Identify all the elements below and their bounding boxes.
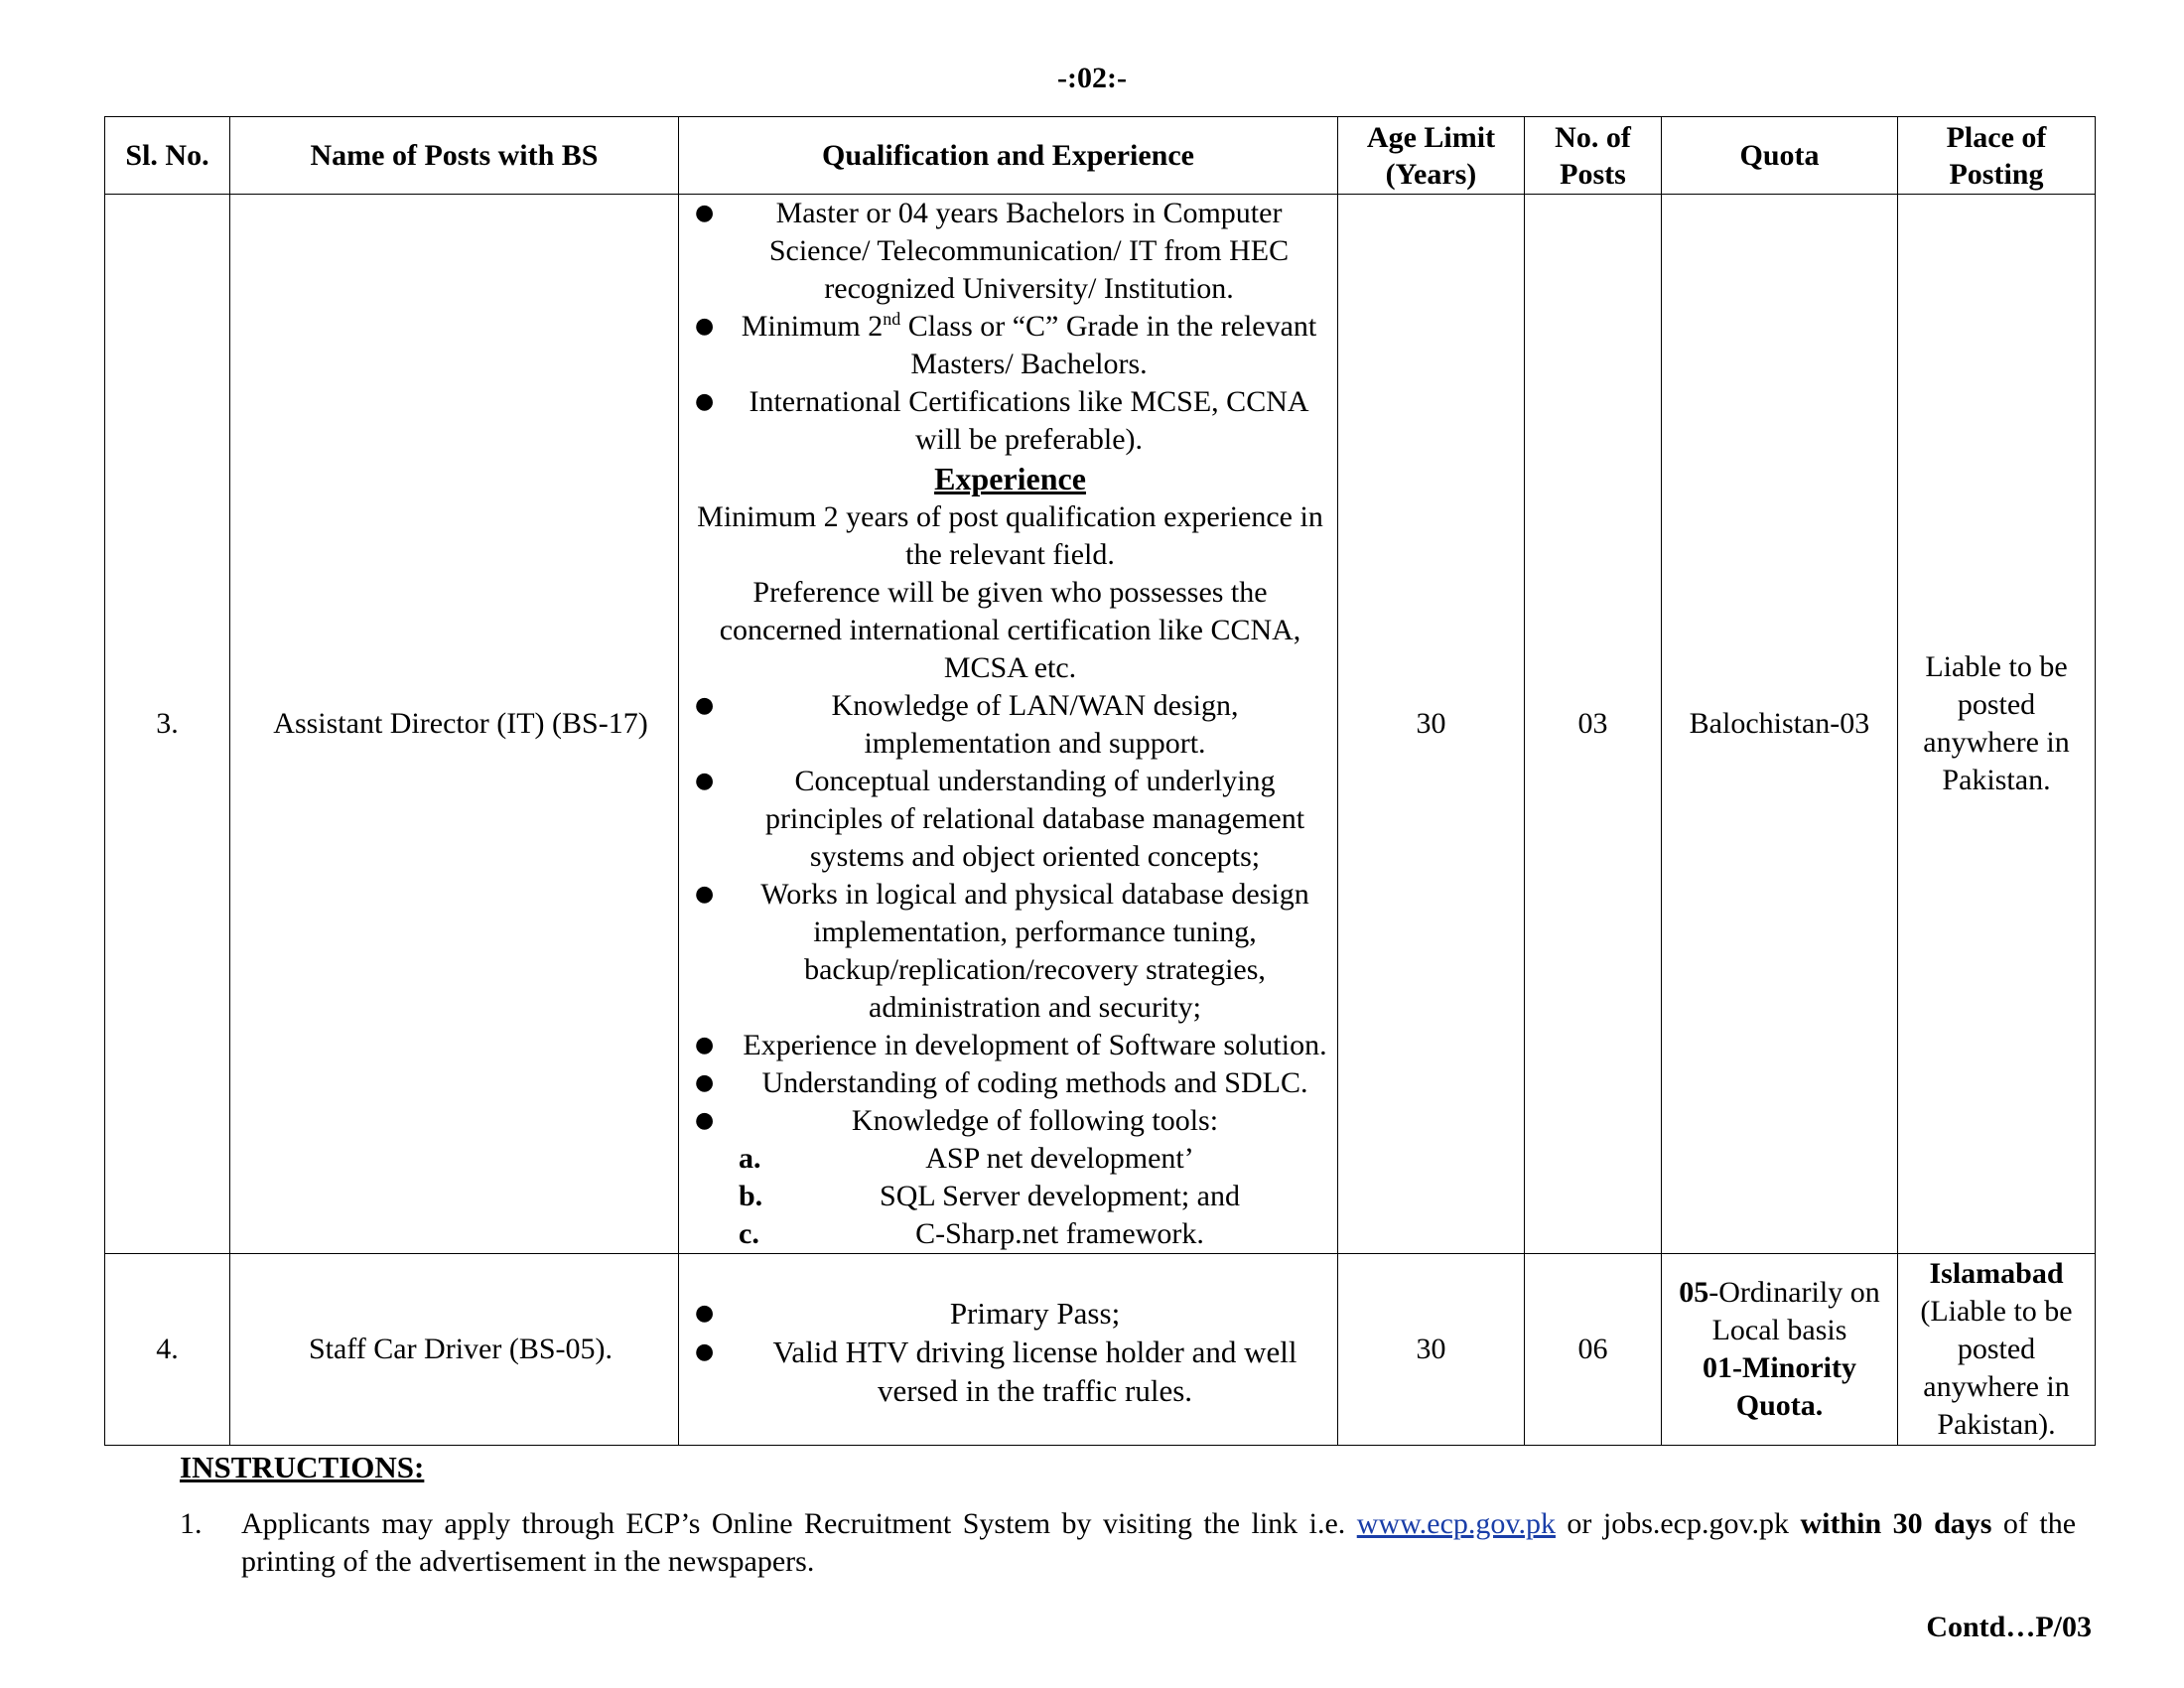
- list-item: [689, 687, 1331, 763]
- exp-bullet-text: Knowledge of LAN/WAN design, implementation and support.: [831, 689, 1239, 760]
- experience-heading: Experience: [934, 461, 1086, 496]
- tool-text: C-Sharp.net framework.: [915, 1217, 1204, 1250]
- header-sl-no: Sl. No.: [105, 117, 230, 195]
- row3-posts: 03: [1525, 195, 1662, 1254]
- header-posts-line2: Posts: [1560, 157, 1626, 191]
- ecp-website-link[interactable]: www.ecp.gov.pk: [1356, 1507, 1556, 1540]
- row4-quota-text: -Ordinarily on Local basis: [1708, 1276, 1880, 1346]
- header-qualification: Qualification and Experience: [679, 117, 1338, 195]
- bullet-icon: ●: [695, 389, 715, 414]
- continued-note: Contd…P/03: [1926, 1611, 2092, 1643]
- list-item: [689, 1294, 1331, 1333]
- header-posts-line1: No. of: [1555, 120, 1631, 154]
- tool-item: [689, 1140, 1331, 1178]
- header-age-limit-line2: (Years): [1385, 157, 1477, 191]
- qual-bullet-text: International Certifications like MCSE, CCNA will be preferable).: [749, 385, 1309, 456]
- row4-age-limit: 30: [1338, 1254, 1525, 1446]
- list-item: [689, 876, 1331, 1027]
- header-place: [1898, 117, 2096, 195]
- qual-minimum-prefix: Minimum 2: [741, 310, 884, 343]
- experience-text: Minimum 2 years of post qualification experience in the relevant field.: [697, 500, 1323, 571]
- list-item: [689, 763, 1331, 876]
- row4-qualification: [679, 1254, 1338, 1446]
- list-item: [689, 308, 1331, 383]
- page-number: -:02:-: [1057, 62, 1127, 94]
- bullet-icon: ●: [695, 1108, 715, 1133]
- list-item: [689, 1102, 1331, 1140]
- bullet-icon: ●: [695, 1300, 715, 1326]
- experience-preference-text: Preference will be given who possesses the concerned international certification like CCNA, MCSA etc.: [719, 576, 1301, 684]
- bullet-icon: ●: [695, 1070, 715, 1095]
- tool-item: [689, 1178, 1331, 1215]
- instruction-part1: Applicants may apply through ECP’s Online Recruitment System by visiting the link i.e.: [241, 1507, 1357, 1540]
- bullet-icon: ●: [695, 882, 715, 907]
- row4-post-name: Staff Car Driver (BS-05).: [230, 1254, 679, 1446]
- tool-text: ASP net development’: [925, 1142, 1194, 1175]
- table-row: [105, 195, 2096, 1254]
- tool-letter: c.: [739, 1217, 759, 1250]
- row3-qualification: [679, 195, 1338, 1254]
- row4-place-city: Islamabad: [1929, 1257, 2064, 1290]
- exp-bullet-text: Works in logical and physical database design implementation, performance tuning, backup/replication/recovery strategies, administration and security;: [760, 878, 1309, 1024]
- instruction-bold-days: 30 days: [1892, 1507, 1992, 1540]
- tool-item: [689, 1215, 1331, 1253]
- row3-quota: Balochistan-03: [1662, 195, 1898, 1254]
- row3-age-limit: 30: [1338, 195, 1525, 1254]
- instruction-text: [180, 1505, 2076, 1581]
- header-age-limit-line1: Age Limit: [1366, 120, 1496, 154]
- posts-table: [104, 116, 2096, 1446]
- list-item: [689, 1064, 1331, 1102]
- instructions-heading: INSTRUCTIONS:: [180, 1450, 425, 1484]
- row4-qual-bullet-text: Primary Pass;: [949, 1295, 1121, 1331]
- bullet-icon: ●: [695, 314, 715, 339]
- tool-text: SQL Server development; and: [880, 1180, 1240, 1212]
- exp-bullet-text: Conceptual understanding of underlying principles of relational database management systems and object oriented concepts;: [764, 765, 1305, 873]
- row3-sl-no: 3.: [105, 195, 230, 1254]
- bullet-icon: ●: [695, 769, 715, 793]
- bullet-icon: ●: [695, 693, 715, 718]
- bullet-icon: ●: [695, 1338, 715, 1364]
- list-item: [689, 383, 1331, 459]
- row4-sl-no: 4.: [105, 1254, 230, 1446]
- row4-quota: [1662, 1254, 1898, 1446]
- instruction-bold-within: within: [1800, 1507, 1882, 1540]
- tool-letter: a.: [739, 1142, 761, 1175]
- list-item: [689, 195, 1331, 308]
- list-item: [689, 1333, 1331, 1410]
- row4-place-text: (Liable to be posted anywhere in Pakistan).: [1920, 1295, 2073, 1441]
- row3-place: Liable to be posted anywhere in Pakistan.: [1898, 195, 2096, 1254]
- instruction-part2: or jobs.ecp.gov.pk: [1555, 1507, 1801, 1540]
- exp-bullet-text: Knowledge of following tools:: [851, 1104, 1219, 1137]
- header-quota: Quota: [1662, 117, 1898, 195]
- row4-minority-quota: 01-Minority Quota.: [1703, 1351, 1856, 1422]
- header-place-line2: Posting: [1949, 157, 2044, 191]
- instruction-number: 1.: [180, 1507, 203, 1540]
- exp-bullet-text: Experience in development of Software solution.: [743, 1029, 1327, 1061]
- row3-post-name: Assistant Director (IT) (BS-17): [230, 195, 679, 1254]
- row4-place: [1898, 1254, 2096, 1446]
- row4-quota-line1: [1663, 1274, 1896, 1349]
- qual-bullet-text: Master or 04 years Bachelors in Computer Science/ Telecommunication/ IT from HEC recognized University/ Institution.: [768, 197, 1290, 305]
- tool-letter: b.: [739, 1180, 763, 1212]
- exp-bullet-text: Understanding of coding methods and SDLC.: [761, 1066, 1308, 1099]
- instruction-part3: of the printing of the advertisement in the newspapers.: [241, 1507, 2077, 1578]
- header-age-limit: [1338, 117, 1525, 195]
- list-item: [689, 1027, 1331, 1064]
- qual-minimum-suffix: Class or “C” Grade in the relevant Masters/ Bachelors.: [900, 310, 1317, 380]
- header-post-name: Name of Posts with BS: [230, 117, 679, 195]
- header-place-line1: Place of: [1946, 120, 2047, 154]
- table-row: [105, 1254, 2096, 1446]
- table-header-row: [105, 117, 2096, 195]
- instruction-item: [180, 1505, 2076, 1581]
- qual-minimum-sup: nd: [883, 309, 901, 329]
- bullet-icon: ●: [695, 201, 715, 225]
- row4-quota-num: 05: [1679, 1276, 1709, 1309]
- row4-qual-bullet-text: Valid HTV driving license holder and well versed in the traffic rules.: [772, 1334, 1297, 1408]
- header-posts: [1525, 117, 1662, 195]
- bullet-icon: ●: [695, 1033, 715, 1057]
- row4-posts: 06: [1525, 1254, 1662, 1446]
